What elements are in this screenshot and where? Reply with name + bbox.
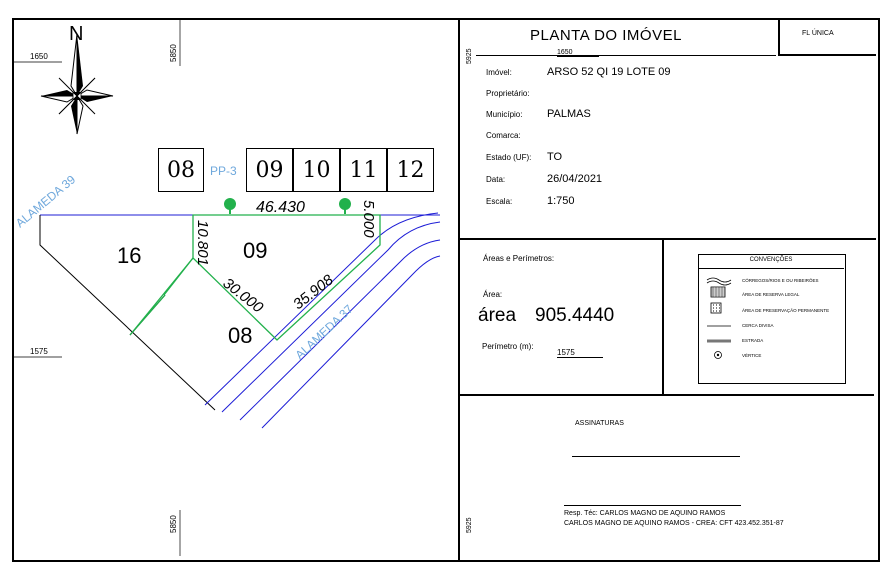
grid-label-bottom-x: 5850 [169, 515, 178, 533]
signature-line-1 [572, 456, 740, 457]
perimetro-mark: 1575 [557, 348, 603, 358]
dimension-46430: 46.430 [256, 199, 305, 216]
pp3-label: PP-3 [210, 164, 237, 178]
comarca-label: Comarca: [486, 131, 521, 140]
escala-label: Escala: [486, 197, 513, 206]
crea-line: CARLOS MAGNO DE AQUINO RAMOS - CREA: CFT 423.452.351-87 [564, 520, 784, 527]
escala-value: 1:750 [547, 195, 575, 207]
street-name-alameda-39: ALAMEDA 39 [12, 172, 79, 231]
sheet-label: FL ÚNICA [802, 30, 834, 37]
lot-box-09: 09 [246, 148, 293, 192]
signature-line-2 [564, 505, 741, 506]
lot-09-boundary [193, 215, 380, 340]
data-label: Data: [486, 175, 506, 184]
responsible-tech: Resp. Téc: CARLOS MAGNO DE AQUINO RAMOS [564, 510, 726, 517]
dimension-5000: 5.000 [360, 200, 377, 238]
convention-vertex: VÉRTICE [742, 353, 762, 358]
signatures-title: ASSINATURAS [575, 420, 624, 427]
grid-label-left-bottom: 1575 [30, 347, 48, 356]
area-label: Área: [483, 290, 503, 299]
municipio-value: PALMAS [547, 108, 591, 120]
dimension-35908: 35.908 [289, 271, 337, 314]
tree-icon [339, 198, 351, 214]
lot-09-label: 09 [243, 238, 268, 263]
compass-rose-icon [41, 34, 113, 134]
lot-box-10: 10 [293, 148, 340, 192]
title-mark: 1650 [557, 49, 599, 57]
grid-label-left-top: 1650 [30, 52, 48, 61]
convention-river: CÓRREGOS/RIOS E OU RIBEIRÕES [742, 278, 819, 283]
municipio-label: Município: [486, 110, 523, 119]
perimetro-label: Perímetro (m): [482, 342, 534, 351]
street-line-alameda-37-d [262, 256, 440, 428]
conventions-title: CONVENÇÕES [749, 257, 793, 263]
areas-heading: Áreas e Perímetros: [483, 254, 555, 263]
lot-08-label: 08 [228, 323, 253, 348]
dimension-30000: 30.000 [219, 274, 267, 317]
convention-legal-reserve: ÁREA DE RESERVA LEGAL [742, 292, 800, 297]
lot-16-label: 16 [117, 243, 142, 268]
conventions-title-line [698, 268, 844, 269]
convention-permanent-preservation: ÁREA DE PRESERVAÇÃO PERMANENTE [742, 308, 830, 313]
imovel-value: ARSO 52 QI 19 LOTE 09 [547, 66, 671, 78]
lot-boundary-west-2 [164, 258, 193, 295]
lot-box-12: 12 [387, 148, 434, 192]
conventions-symbols [705, 275, 735, 385]
imovel-label: Imóvel: [486, 68, 512, 77]
area-text: área [478, 305, 517, 326]
grid-label-right-top: 5925 [466, 48, 473, 64]
convention-fence: CERCA DIVISA [742, 323, 774, 328]
dimension-10801: 10.801 [194, 220, 211, 266]
north-label: N [69, 23, 84, 45]
lot-box-08: 08 [158, 148, 204, 192]
tree-icon [224, 198, 236, 214]
grid-label-top-x: 5850 [169, 44, 178, 62]
sheet-box [778, 20, 876, 56]
lot-box-11: 11 [340, 148, 387, 192]
street-name-alameda-37: ALAMEDA 37 [292, 301, 356, 363]
proprietario-label: Proprietário: [486, 89, 530, 98]
street-line-alameda-37-c [240, 240, 440, 420]
grid-label-right-bottom: 5925 [466, 517, 473, 533]
page-title: PLANTA DO IMÓVEL [530, 27, 682, 44]
estado-value: TO [547, 151, 563, 163]
data-value: 26/04/2021 [547, 173, 603, 185]
title-underline [476, 55, 776, 56]
estado-label: Estado (UF): [486, 153, 532, 162]
street-line-alameda-37-a [205, 213, 438, 405]
area-value: 905.4440 [535, 305, 615, 326]
convention-road: ESTRADA [742, 338, 764, 343]
